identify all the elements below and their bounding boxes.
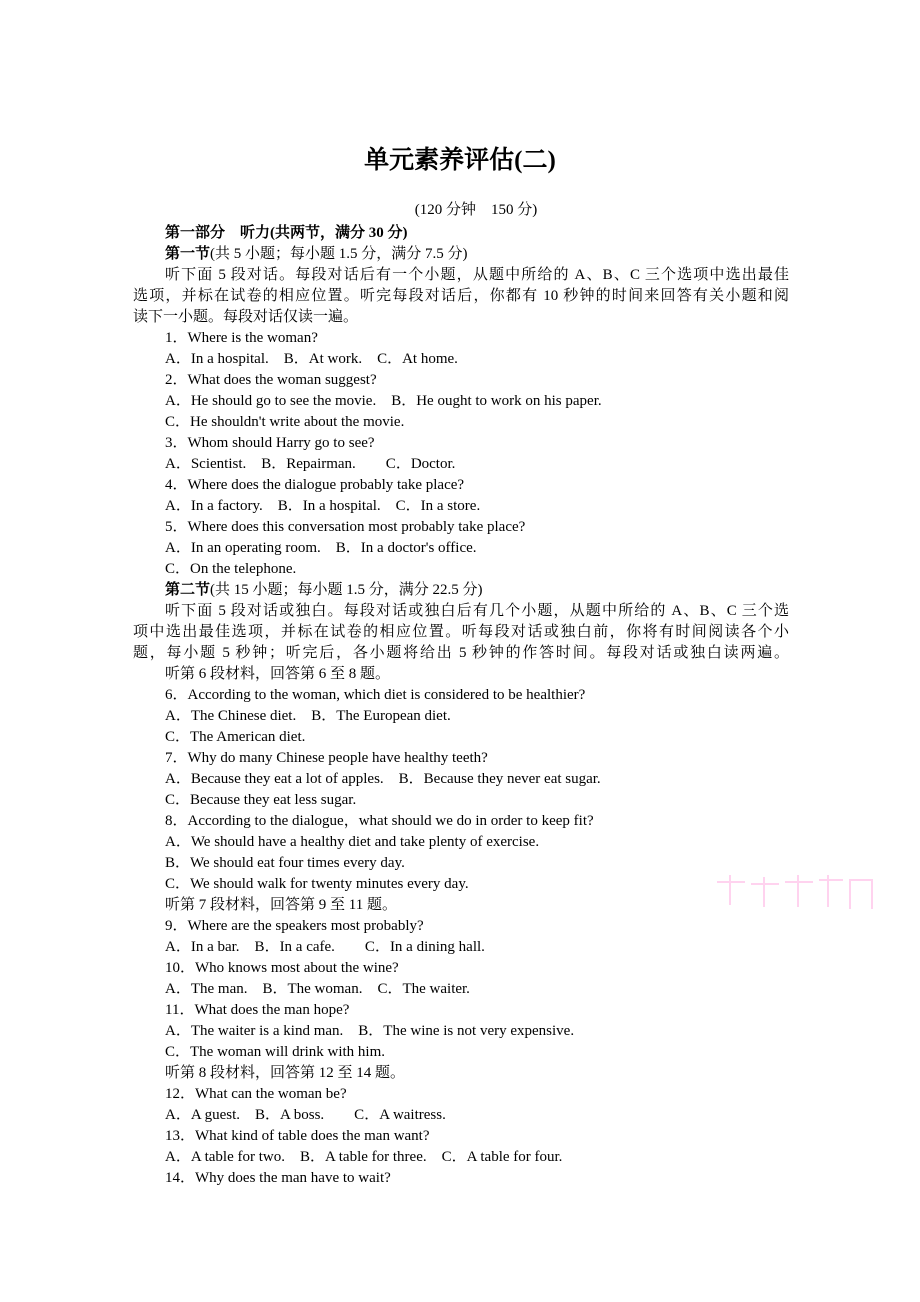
- document-line: [133, 769, 789, 790]
- document-line: [133, 286, 789, 307]
- line-text: 读下一小题。每段对话仅读一遍。: [133, 309, 359, 325]
- document-line: [133, 1084, 789, 1105]
- line-text: 题，每小题 5 秒钟；听完后，各小题将给出 5 秒钟的作答时间。每段对话或独白读两遍。: [133, 645, 789, 661]
- document-line: [133, 391, 789, 412]
- line-text: 听第 6 段材料，回答第 6 至 8 题。: [165, 666, 391, 682]
- document-line: [133, 496, 789, 517]
- line-text: B．We should eat four times every day.: [165, 855, 405, 871]
- line-text: 14．Why does the man have to wait?: [165, 1170, 391, 1186]
- line-text: A．Scientist. B．Repairman. C．Doctor.: [165, 456, 456, 472]
- document-line: [133, 1147, 789, 1168]
- document-line: [133, 1042, 789, 1063]
- document-line: [133, 517, 789, 538]
- page-title: 单元素养评估(二): [364, 147, 556, 174]
- document-line: [133, 538, 789, 559]
- line-text: A．The man. B．The woman. C．The waiter.: [165, 981, 470, 997]
- document-line: [133, 979, 789, 1000]
- line-text: C．The woman will drink with him.: [165, 1044, 385, 1060]
- document-line: [133, 685, 789, 706]
- document-line: [133, 475, 789, 496]
- document-line: [133, 1126, 789, 1147]
- document-line: [133, 748, 789, 769]
- document-line: [133, 622, 789, 643]
- document-line: [133, 244, 789, 265]
- document-line: [133, 601, 789, 622]
- watermark-logo: [715, 873, 875, 922]
- document-line: [133, 349, 789, 370]
- line-text: A．The waiter is a kind man. B．The wine is not very expensive.: [165, 1023, 575, 1039]
- line-text: A．In an operating room. B．In a doctor's office.: [165, 540, 477, 556]
- line-text: 13．What kind of table does the man want?: [165, 1128, 430, 1144]
- line-text: 项中选出最佳选项，并标在试卷的相应位置。听每段对话或独白前，你将有时间阅读各个小: [133, 624, 789, 640]
- section-heading: 第二节: [165, 582, 211, 598]
- document-line: [133, 328, 789, 349]
- document-line: [133, 370, 789, 391]
- document-line: [133, 265, 789, 286]
- document-line: [133, 307, 789, 328]
- watermark-dots: [715, 873, 875, 913]
- line-text: 2．What does the woman suggest?: [165, 372, 377, 388]
- document-line: [133, 454, 789, 475]
- line-text: A．In a bar. B．In a cafe. C．In a dining hall.: [165, 939, 485, 955]
- line-text: 4．Where does the dialogue probably take place?: [165, 477, 465, 493]
- line-text: 1．Where is the woman?: [165, 330, 318, 346]
- document-line: [133, 580, 789, 601]
- line-text: A．In a factory. B．In a hospital. C．In a store.: [165, 498, 481, 514]
- document-line: [133, 1105, 789, 1126]
- line-text: A．A table for two. B．A table for three. C．A table for four.: [165, 1149, 563, 1165]
- document-line: [133, 1000, 789, 1021]
- line-text: A．Because they eat a lot of apples. B．Because they never eat sugar.: [165, 771, 601, 787]
- document-line: [133, 895, 789, 916]
- document-line: [133, 1021, 789, 1042]
- document-body: [133, 223, 789, 1189]
- line-text: 听第 7 段材料，回答第 9 至 11 题。: [165, 897, 397, 913]
- line-text: A．A guest. B．A boss. C．A waitress.: [165, 1107, 446, 1123]
- line-text: C．The American diet.: [165, 729, 306, 745]
- line-text: 12．What can the woman be?: [165, 1086, 347, 1102]
- document-line: [133, 937, 789, 958]
- line-text: C．Because they eat less sugar.: [165, 792, 357, 808]
- line-text: (共 5 小题；每小题 1.5 分，满分 7.5 分): [210, 246, 468, 262]
- document-line: [133, 958, 789, 979]
- document-line: [133, 664, 789, 685]
- line-text: 听第 8 段材料，回答第 12 至 14 题。: [165, 1065, 406, 1081]
- document-line: [133, 811, 789, 832]
- document-line: [133, 790, 789, 811]
- line-text: 6．According to the woman, which diet is considered to be healthier?: [165, 687, 586, 703]
- line-text: A．We should have a healthy diet and take plenty of exercise.: [165, 834, 540, 850]
- document-line: [133, 223, 789, 244]
- line-text: 10．Who knows most about the wine?: [165, 960, 399, 976]
- document-line: [133, 643, 789, 664]
- line-text: 7．Why do many Chinese people have healthy teeth?: [165, 750, 488, 766]
- document-line: [133, 727, 789, 748]
- line-text: 5．Where does this conversation most probably take place?: [165, 519, 526, 535]
- line-text: 听下面 5 段对话或独白。每段对话或独白后有几个小题，从题中所给的 A、B、C 三个选: [165, 603, 789, 619]
- line-text: 听下面 5 段对话。每段对话后有一个小题，从题中所给的 A、B、C 三个选项中选出最佳: [165, 267, 789, 283]
- line-text: (共 15 小题；每小题 1.5 分，满分 22.5 分): [210, 582, 483, 598]
- line-text: C．We should walk for twenty minutes every day.: [165, 876, 469, 892]
- document-line: [133, 412, 789, 433]
- document-line: [133, 433, 789, 454]
- document-line: [133, 916, 789, 937]
- line-text: C．On the telephone.: [165, 561, 297, 577]
- document-line: [133, 706, 789, 727]
- exam-duration-score: (120 分钟 150 分): [414, 202, 538, 218]
- line-text: 选项，并标在试卷的相应位置。听完每段对话后，你都有 10 秒钟的时间来回答有关小题和阅: [133, 288, 789, 304]
- document-line: [133, 1063, 789, 1084]
- line-text: 11．What does the man hope?: [165, 1002, 350, 1018]
- document-line: [133, 853, 789, 874]
- document-line: [133, 559, 789, 580]
- document-line: [133, 874, 789, 895]
- line-text: A．In a hospital. B．At work. C．At home.: [165, 351, 458, 367]
- section-heading: 第一部分 听力(共两节，满分 30 分): [165, 225, 408, 241]
- line-text: C．He shouldn't write about the movie.: [165, 414, 405, 430]
- line-text: 8．According to the dialogue，what should we do in order to keep fit?: [165, 813, 594, 829]
- document-line: [133, 832, 789, 853]
- document-line: [133, 1168, 789, 1189]
- line-text: A．The Chinese diet. B．The European diet.: [165, 708, 451, 724]
- line-text: A．He should go to see the movie. B．He ought to work on his paper.: [165, 393, 602, 409]
- line-text: 3．Whom should Harry go to see?: [165, 435, 375, 451]
- line-text: 9．Where are the speakers most probably?: [165, 918, 424, 934]
- section-heading: 第一节: [165, 246, 211, 262]
